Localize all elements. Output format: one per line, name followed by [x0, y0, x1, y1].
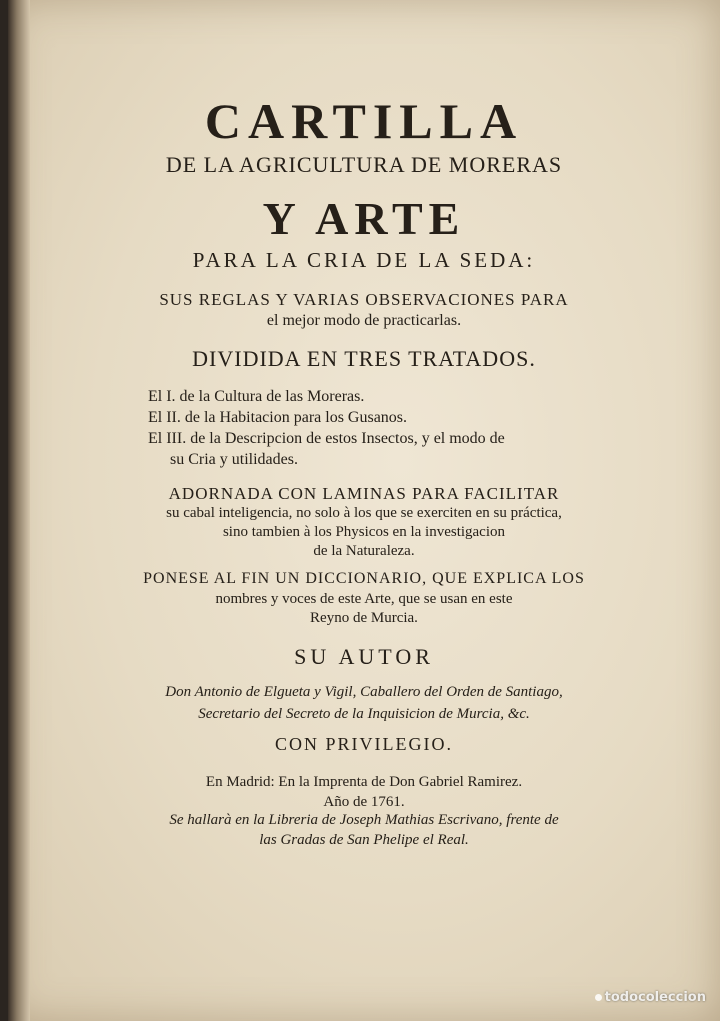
adorned-line-4: de la Naturaleza.: [313, 543, 415, 559]
dictionary-line-3: Reyno de Murcia.: [310, 610, 418, 626]
adorned-line-2: su cabal inteligencia, no solo à los que se exerciten en su práctica,: [166, 505, 562, 521]
dictionary-line-1: PONESE AL FIN UN DICCIONARIO, QUE EXPLICA LOS: [143, 570, 585, 587]
imprint-line-2: Año de 1761.: [323, 794, 405, 810]
dictionary-line-2: nombres y voces de este Arte, que se usan en este: [215, 591, 513, 607]
author-line-1: Don Antonio de Elgueta y Vigil, Caballero del Orden de Santiago,: [165, 684, 563, 700]
subtitle-moreras: DE LA AGRICULTURA DE MORERAS: [165, 152, 563, 177]
title-page: [8, 0, 720, 1021]
sold-line-1: Se hallarà en la Libreria de Joseph Mathias Escrivano, frente de: [169, 812, 559, 828]
treatise-line-3: El III. de la Descripcion de estos Insectos, y el modo de: [148, 430, 505, 447]
privilege: CON PRIVILEGIO.: [275, 734, 453, 754]
imprint-line-1: En Madrid: En la Imprenta de Don Gabriel Ramirez.: [205, 774, 523, 790]
rules-line-2: el mejor modo de practicarlas.: [266, 312, 462, 329]
watermark-text: todocoleccion: [604, 990, 706, 1005]
subtitle-seda: PARA LA CRIA DE LA SEDA:: [192, 248, 536, 272]
treatise-line-1: El I. de la Cultura de las Moreras.: [148, 388, 365, 405]
main-title: CARTILLA: [204, 93, 524, 149]
watermark-dot-icon: [595, 994, 602, 1001]
watermark-logo: [595, 990, 706, 1005]
treatise-line-2: El II. de la Habitacion para los Gusanos.: [148, 409, 408, 426]
sold-line-2: las Gradas de San Phelipe el Real.: [259, 832, 469, 848]
treatise-line-4: su Cria y utilidades.: [170, 451, 298, 468]
author-line-2: Secretario del Secreto de la Inquisicion de Murcia, &c.: [198, 706, 530, 722]
adorned-line-1: ADORNADA CON LAMINAS PARA FACILITAR: [168, 484, 560, 503]
title-y-arte: Y ARTE: [262, 193, 466, 244]
rules-line-1: SUS REGLAS Y VARIAS OBSERVACIONES PARA: [159, 290, 569, 309]
divided-heading: DIVIDIDA EN TRES TRATADOS.: [192, 346, 536, 371]
adorned-line-3: sino tambien à los Physicos en la investigacion: [222, 524, 506, 540]
author-heading: SU AUTOR: [294, 644, 434, 669]
